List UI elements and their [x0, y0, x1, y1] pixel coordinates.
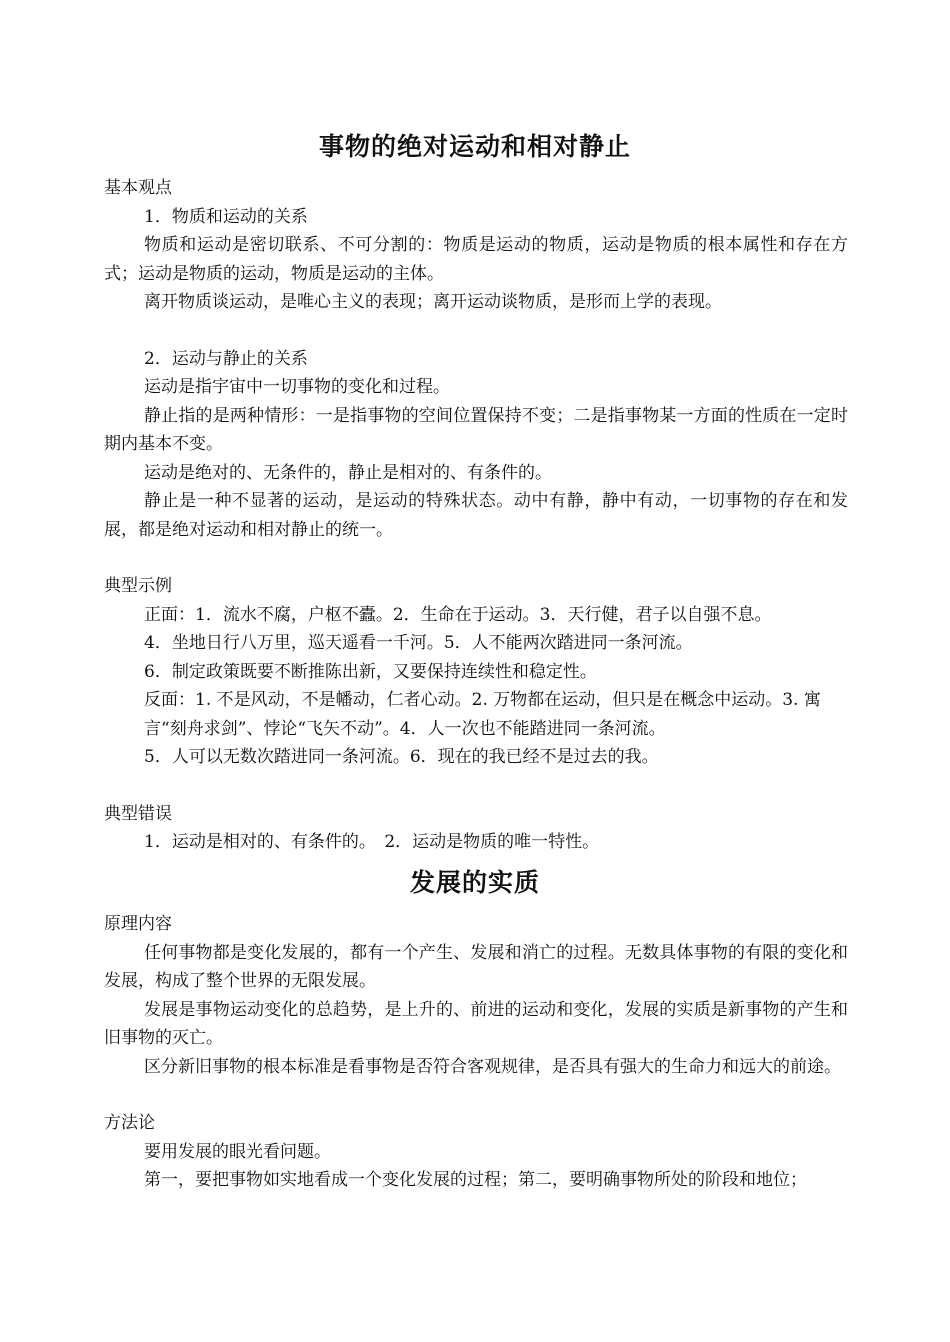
heading-typical-examples: 典型示例	[104, 576, 172, 596]
example-line-2: 4．坐地日行八万里，巡天遥看一千河。5．人不能两次踏进同一条河流。	[144, 633, 693, 653]
item1-paragraph-1: 物质和运动是密切联系、不可分割的：物质是运动的物质，运动是物质的根本属性和存在方式；运动是物质的运动，物质是运动的主体。	[104, 235, 848, 284]
section-title-development: 发展的实质	[409, 868, 540, 897]
principle-paragraph-3: 区分新旧事物的根本标准是看事物是否符合客观规律，是否具有强大的生命力和远大的前途。	[144, 1056, 841, 1077]
item1-paragraph-2: 离开物质谈运动，是唯心主义的表现；离开运动谈物质，是形而上学的表现。	[144, 292, 722, 312]
spacer	[104, 544, 848, 572]
item2-paragraph-1: 运动是指宇宙中一切事物的变化和过程。	[144, 377, 450, 397]
error-line-1: 1．运动是相对的、有条件的。 2．运动是物质的唯一特性。	[144, 832, 600, 852]
example-line-4: 反面：1. 不是风动，不是幡动，仁者心动。2. 万物都在运动，但只是在概念中运动。3. 寓	[144, 690, 821, 710]
section-title-absolute-motion: 事物的绝对运动和相对静止	[318, 132, 631, 161]
heading-methodology: 方法论	[104, 1113, 155, 1133]
example-line-1: 正面：1．流水不腐，户枢不蠹。2．生命在于运动。3．天行健，君子以自强不息。	[144, 604, 772, 625]
section-body-motion	[104, 174, 848, 857]
example-line-6: 5．人可以无数次踏进同一条河流。6．现在的我已经不是过去的我。	[144, 747, 659, 767]
item1-title: 1．物质和运动的关系	[144, 206, 308, 227]
method-paragraph-1: 要用发展的眼光看问题。	[144, 1141, 331, 1162]
principle-paragraph-2: 发展是事物运动变化的总趋势，是上升的、前进的运动和变化，发展的实质是新事物的产生和旧事物的灭亡。	[104, 999, 848, 1048]
heading-principle: 原理内容	[104, 914, 172, 934]
spacer	[104, 772, 848, 800]
item2-title: 2．运动与静止的关系	[144, 348, 308, 369]
spacer	[104, 317, 848, 345]
item2-paragraph-3: 运动是绝对的、无条件的，静止是相对的、有条件的。	[144, 462, 552, 483]
section-body-development	[104, 910, 848, 1195]
heading-typical-errors: 典型错误	[104, 803, 172, 824]
item2-paragraph-2: 静止指的是两种情形：一是指事物的空间位置保持不变；二是指事物某一方面的性质在一定时期内基本不变。	[104, 405, 848, 454]
example-line-3: 6．制定政策既要不断推陈出新，又要保持连续性和稳定性。	[144, 661, 597, 682]
example-line-5: 言“刻舟求剑”、悖论“飞矢不动”。4．人一次也不能踏进同一条河流。	[144, 718, 666, 739]
principle-paragraph-1: 任何事物都是变化发展的，都有一个产生、发展和消亡的过程。无数具体事物的有限的变化和发展，构成了整个世界的无限发展。	[104, 942, 848, 991]
heading-basic-views: 基本观点	[104, 178, 172, 198]
method-paragraph-2: 第一，要把事物如实地看成一个变化发展的过程；第二，要明确事物所处的阶段和地位；	[144, 1170, 807, 1190]
item2-paragraph-4: 静止是一种不显著的运动，是运动的特殊状态。动中有静，静中有动，一切事物的存在和发展，都是绝对运动和相对静止的统一。	[104, 491, 848, 540]
spacer	[104, 1081, 848, 1109]
